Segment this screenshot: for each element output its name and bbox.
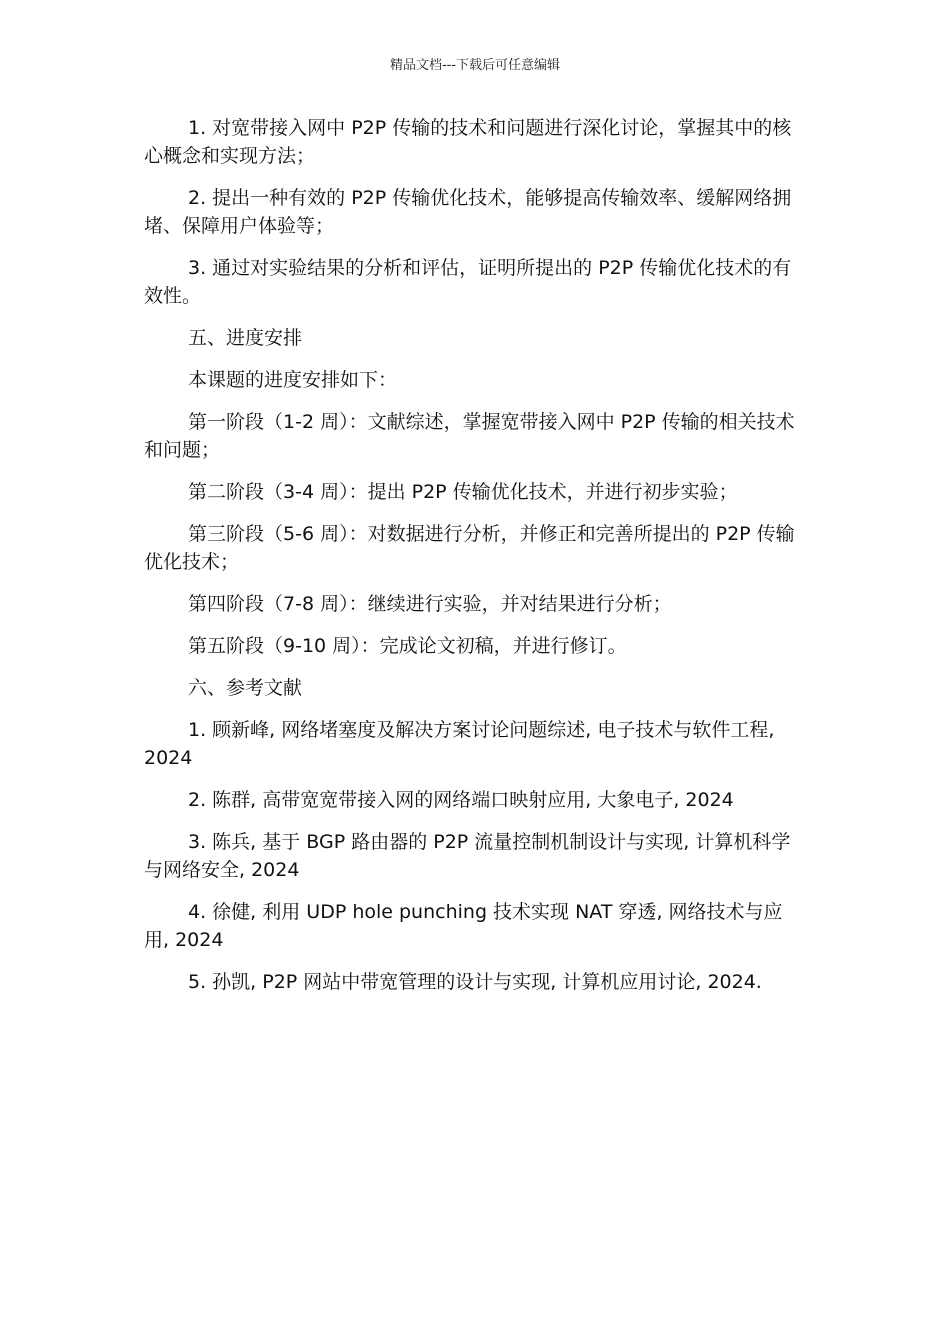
reference-item-2: 2. 陈群, 高带宽宽带接入网的网络端口映射应用, 大象电子, 2024 — [188, 789, 734, 811]
section-heading-references: 六、参考文献 — [188, 677, 303, 699]
reference-item-4: 4. 徐健, 利用 UDP hole punching 技术实现 NAT 穿透, 网络技术与应用, 2024 — [144, 901, 783, 951]
objective-item-3: 3. 通过对实验结果的分析和评估，证明所提出的 P2P 传输优化技术的有效性。 — [144, 257, 792, 307]
reference-item-1: 1. 顾新峰, 网络堵塞度及解决方案讨论问题综述, 电子技术与软件工程, 2024 — [144, 719, 775, 769]
schedule-phase-2: 第二阶段（3-4 周）：提出 P2P 传输优化技术，并进行初步实验； — [188, 481, 738, 503]
schedule-phase-5: 第五阶段（9-10 周）：完成论文初稿，并进行修订。 — [188, 635, 627, 657]
document-body — [144, 114, 806, 1010]
schedule-phase-1: 第一阶段（1-2 周）：文献综述，掌握宽带接入网中 P2P 传输的相关技术和问题； — [144, 411, 795, 461]
schedule-phase-3: 第三阶段（5-6 周）：对数据进行分析，并修正和完善所提出的 P2P 传输优化技术； — [144, 523, 795, 573]
schedule-phase-4: 第四阶段（7-8 周）：继续进行实验，并对结果进行分析； — [188, 593, 672, 615]
section-heading-schedule: 五、进度安排 — [188, 327, 303, 349]
reference-item-5: 5. 孙凯, P2P 网站中带宽管理的设计与实现, 计算机应用讨论, 2024. — [188, 971, 762, 993]
reference-item-3: 3. 陈兵, 基于 BGP 路由器的 P2P 流量控制机制设计与实现, 计算机科学与网络安全, 2024 — [144, 831, 791, 881]
objective-item-1: 1. 对宽带接入网中 P2P 传输的技术和问题进行深化讨论，掌握其中的核心概念和实现方法； — [144, 117, 792, 167]
objective-item-2: 2. 提出一种有效的 P2P 传输优化技术，能够提高传输效率、缓解网络拥堵、保障用户体验等； — [144, 187, 792, 237]
schedule-intro: 本课题的进度安排如下： — [188, 369, 398, 391]
page-header: 精品文档---下载后可任意编辑 — [389, 58, 561, 73]
